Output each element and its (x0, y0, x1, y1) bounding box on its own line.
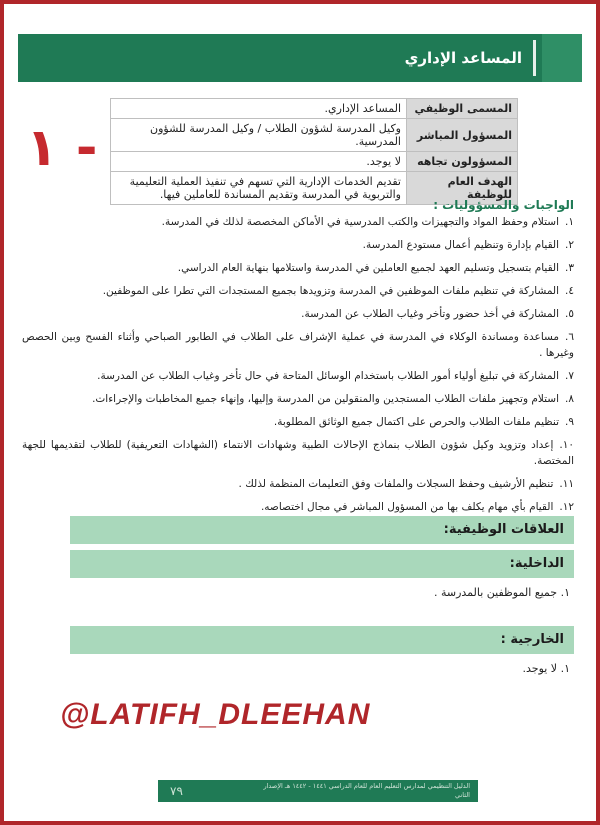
footer-text: الدليل التنظيمي لمدارس التعليم العام للعام الدراسي ١٤٤١ - ١٤٤٢ هـ الإصدار الثاني (263, 782, 470, 799)
external-item: ١. لا يوجد. (522, 662, 570, 675)
item-text: المشاركة في تبليغ أولياء أمور الطلاب باستخدام الوسائل المتاحة في حال تأخر وغياب الطلاب عن المدرسة. (97, 370, 560, 382)
header-divider (533, 40, 536, 76)
item-text: المشاركة في تنظيم ملفات الموظفين في المدرسة وتزويدها بجميع المستجدات التي تطرا على الموظفين. (102, 285, 560, 297)
page-footer (158, 780, 478, 802)
goal-value: تقديم الخدمات الإدارية التي تسهم في تنفيذ العملية التعليمية والتربوية في المدرسة وتقديم المساندة للعاملين فيها. (111, 172, 407, 205)
table-row (111, 119, 518, 152)
list-item (22, 499, 574, 515)
item-number: ٥. (565, 308, 574, 320)
item-number: ١. (565, 216, 574, 228)
item-text: استلام وتجهيز ملفات الطلاب المستجدين والمنقولين من المدرسة وإليها، وإنهاء جميع المخاطبات والإجراءات. (92, 393, 560, 405)
table-row (111, 99, 518, 119)
subordinates-value: لا يوجد. (111, 152, 407, 172)
table-row (111, 152, 518, 172)
external-heading-band (70, 626, 574, 654)
page-title: المساعد الإداري (404, 49, 522, 67)
job-title-label: المسمى الوظيفي (407, 99, 518, 119)
internal-item: ١. جميع الموظفين بالمدرسة . (433, 586, 570, 599)
external-heading: الخارجية : (500, 632, 564, 647)
item-number: ٤. (565, 285, 574, 297)
item-text: القيام بتسجيل وتسليم العهد لجميع العاملين في المدرسة واستلامها بنهاية العام الدراسي. (177, 262, 560, 274)
list-item (22, 368, 574, 384)
list-item (22, 329, 574, 361)
list-item (22, 437, 574, 469)
internal-heading-band (70, 550, 574, 578)
relations-heading: العلاقات الوظيفية: (443, 522, 564, 537)
item-text: مساعدة ومساندة الوكلاء في المدرسة في عملية الإشراف على الطلاب في الطابور الصباحي وأثناء الفسح وبين الحصص وغيرها . (22, 331, 574, 359)
job-info-table (110, 98, 518, 205)
item-text: استلام وحفظ المواد والتجهيزات والكتب المدرسية في الأماكن المخصصة لذلك في المدرسة. (161, 216, 560, 228)
list-item (22, 283, 574, 299)
list-item (22, 260, 574, 276)
item-text: القيام بإدارة وتنظيم أعمال مستودع المدرسة. (362, 239, 560, 251)
goal-label: الهدف العام للوظيفة (407, 172, 518, 205)
watermark-handle: @LATIFH_DLEEHAN (60, 698, 371, 731)
supervisor-label: المسؤول المباشر (407, 119, 518, 152)
item-text: القيام بأي مهام يكلف بها من المسؤول المباشر في مجال اختصاصه. (260, 501, 554, 513)
duties-list (22, 214, 574, 522)
item-number: ٨. (565, 393, 574, 405)
header-stripe (542, 34, 582, 82)
handwritten-number: ١ - (26, 118, 98, 178)
item-text: تنظيم ملفات الطلاب والحرص على اكتمال جميع الوثائق المطلوبة. (273, 416, 560, 428)
page-number: ٧٩ (170, 784, 183, 798)
item-number: ٧. (565, 370, 574, 382)
item-number: ٢. (565, 239, 574, 251)
internal-heading: الداخلية: (509, 556, 564, 571)
subordinates-label: المسؤولون تجاهه (407, 152, 518, 172)
item-text: المشاركة في أخذ حضور وتأخر وغياب الطلاب عن المدرسة. (301, 308, 560, 320)
list-item (22, 306, 574, 322)
item-text: تنظيم الأرشيف وحفظ السجلات والملفات وفق التعليمات المنظمة لذلك . (238, 478, 554, 490)
list-item (22, 237, 574, 253)
item-number: ١٠. (559, 439, 574, 451)
item-number: ٦. (565, 331, 574, 343)
list-item (22, 476, 574, 492)
duties-heading: الواجبات والمسؤوليات : (433, 198, 574, 212)
item-number: ٣. (565, 262, 574, 274)
item-number: ٩. (565, 416, 574, 428)
list-item (22, 214, 574, 230)
relations-heading-band (70, 516, 574, 544)
item-number: ١٢. (559, 501, 574, 513)
list-item (22, 414, 574, 430)
list-item (22, 391, 574, 407)
supervisor-value: وكيل المدرسة لشؤون الطلاب / وكيل المدرسة للشؤون المدرسية. (111, 119, 407, 152)
item-text: إعداد وتزويد وكيل شؤون الطلاب بنماذج الإحالات الطبية وشهادات الانتماء (الشهادات التعريفية) للطلاب لتقديمها للجهة المختصة. (22, 439, 574, 467)
item-number: ١١. (559, 478, 574, 490)
page-header (18, 34, 582, 82)
job-title-value: المساعد الإداري. (111, 99, 407, 119)
